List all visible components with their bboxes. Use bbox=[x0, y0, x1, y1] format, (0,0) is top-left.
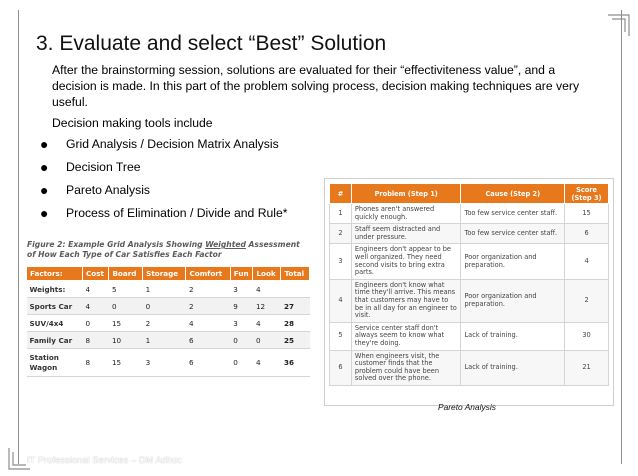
grid-cell: 2 bbox=[186, 281, 230, 298]
grid-cell: 6 bbox=[186, 349, 230, 377]
pareto-header-cell: Cause (Step 2) bbox=[461, 184, 565, 204]
pareto-num-cell: 4 bbox=[330, 279, 352, 322]
grid-total-cell: 36 bbox=[281, 349, 310, 377]
grid-row bbox=[27, 281, 310, 298]
grid-row-name: Family Car bbox=[27, 332, 83, 349]
grid-header-cell: Factors: bbox=[27, 267, 83, 281]
pareto-cause-cell: Poor organization and preparation. bbox=[461, 244, 565, 279]
bullet-icon: ● bbox=[40, 136, 49, 152]
grid-cell: 6 bbox=[186, 332, 230, 349]
grid-cell: 3 bbox=[143, 349, 186, 377]
caption-part: Figure 2: Example Grid Analysis Showing bbox=[27, 240, 206, 249]
grid-row-name: SUV/4x4 bbox=[27, 315, 83, 332]
grid-cell: 3 bbox=[230, 281, 253, 298]
bullet-text: Pareto Analysis bbox=[66, 183, 151, 197]
pareto-table bbox=[329, 183, 609, 386]
pareto-problem-cell: Engineers don't appear to be well organized. They need second visits to bring extra parts. bbox=[351, 244, 461, 279]
bullet-item bbox=[40, 136, 330, 159]
bullet-text: Grid Analysis / Decision Matrix Analysis bbox=[66, 137, 279, 151]
grid-row bbox=[27, 349, 310, 377]
grid-cell: 12 bbox=[253, 298, 281, 315]
pareto-problem-cell: Service center staff don't always seem to know what they're doing. bbox=[351, 322, 461, 350]
caption-underlined: Weighted bbox=[205, 240, 246, 249]
grid-header-cell: Total bbox=[281, 267, 310, 281]
grid-cell: 4 bbox=[253, 315, 281, 332]
grid-cell: 0 bbox=[143, 298, 186, 315]
pareto-row bbox=[330, 244, 609, 279]
grid-cell: 4 bbox=[83, 298, 109, 315]
grid-cell: 10 bbox=[109, 332, 143, 349]
grid-total-cell: 27 bbox=[281, 298, 310, 315]
grid-total-cell bbox=[281, 281, 310, 298]
pareto-num-cell: 6 bbox=[330, 350, 352, 385]
grid-cell: 5 bbox=[109, 281, 143, 298]
pareto-cause-cell: Too few service center staff. bbox=[461, 204, 565, 224]
grid-cell: 2 bbox=[143, 315, 186, 332]
grid-cell: 8 bbox=[83, 332, 109, 349]
grid-header-cell: Comfort bbox=[186, 267, 230, 281]
bullet-text: Process of Elimination / Divide and Rule* bbox=[66, 206, 288, 220]
pareto-score-cell: 21 bbox=[565, 350, 609, 385]
tools-bullet-list bbox=[40, 136, 330, 228]
grid-row bbox=[27, 315, 310, 332]
grid-cell: 4 bbox=[83, 281, 109, 298]
pareto-header-cell: # bbox=[330, 184, 352, 204]
pareto-row bbox=[330, 204, 609, 224]
pareto-num-cell: 3 bbox=[330, 244, 352, 279]
bullet-icon: ● bbox=[40, 159, 49, 175]
grid-cell: 4 bbox=[253, 349, 281, 377]
pareto-score-cell: 6 bbox=[565, 224, 609, 244]
bullet-item bbox=[40, 159, 330, 182]
grid-row-name: Weights: bbox=[27, 281, 83, 298]
pareto-num-cell: 1 bbox=[330, 204, 352, 224]
grid-cell: 2 bbox=[186, 298, 230, 315]
pareto-score-cell: 30 bbox=[565, 322, 609, 350]
pareto-table-figure bbox=[324, 178, 614, 406]
bullet-icon: ● bbox=[40, 182, 49, 198]
grid-cell: 0 bbox=[253, 332, 281, 349]
grid-cell: 0 bbox=[230, 349, 253, 377]
grid-cell: 3 bbox=[230, 315, 253, 332]
tools-heading: Decision making tools include bbox=[52, 116, 213, 130]
grid-cell: 4 bbox=[253, 281, 281, 298]
pareto-score-cell: 2 bbox=[565, 279, 609, 322]
grid-cell: 1 bbox=[143, 281, 186, 298]
pareto-num-cell: 5 bbox=[330, 322, 352, 350]
pareto-problem-cell: Phones aren't answered quickly enough. bbox=[351, 204, 461, 224]
pareto-header-cell: Problem (Step 1) bbox=[351, 184, 461, 204]
slide-title: 3. Evaluate and select “Best” Solution bbox=[36, 32, 387, 55]
grid-cell: 0 bbox=[230, 332, 253, 349]
grid-cell: 1 bbox=[143, 332, 186, 349]
pareto-problem-cell: Engineers don't know what time they'll arrive. This means that customers may have to be in all day for an engineer to visit. bbox=[351, 279, 461, 322]
pareto-header-cell: Score (Step 3) bbox=[565, 184, 609, 204]
caption-part: Assessment of How Each Type of Car Satisfies Each Factor bbox=[27, 240, 300, 259]
grid-header-cell: Look bbox=[253, 267, 281, 281]
grid-cell: 8 bbox=[83, 349, 109, 377]
pareto-cause-cell: Lack of training. bbox=[461, 322, 565, 350]
pareto-row bbox=[330, 322, 609, 350]
grid-header-cell: Board bbox=[109, 267, 143, 281]
grid-row-name: Sports Car bbox=[27, 298, 83, 315]
grid-header-cell: Storage bbox=[143, 267, 186, 281]
grid-row-name: Station Wagon bbox=[27, 349, 83, 377]
corner-bracket-top-right bbox=[608, 14, 630, 36]
intro-paragraph: After the brainstorming session, solutions are evaluated for their “effectiviteness value”, and a decision is made. In this part of the problem solving process, decision making techniques are very useful. bbox=[52, 63, 580, 109]
pareto-score-cell: 15 bbox=[565, 204, 609, 224]
pareto-score-cell: 4 bbox=[565, 244, 609, 279]
grid-row bbox=[27, 332, 310, 349]
pareto-row bbox=[330, 224, 609, 244]
pareto-problem-cell: Staff seem distracted and under pressure. bbox=[351, 224, 461, 244]
grid-row bbox=[27, 298, 310, 315]
grid-header-cell: Cost bbox=[83, 267, 109, 281]
grid-cell: 15 bbox=[109, 315, 143, 332]
grid-total-cell: 25 bbox=[281, 332, 310, 349]
grid-analysis-table bbox=[26, 266, 310, 377]
grid-analysis-caption bbox=[26, 240, 310, 266]
grid-total-cell: 28 bbox=[281, 315, 310, 332]
pareto-cause-cell: Lack of training. bbox=[461, 350, 565, 385]
grid-analysis-figure bbox=[26, 240, 310, 377]
grid-cell: 15 bbox=[109, 349, 143, 377]
grid-cell: 4 bbox=[186, 315, 230, 332]
pareto-row bbox=[330, 279, 609, 322]
pareto-num-cell: 2 bbox=[330, 224, 352, 244]
grid-cell: 0 bbox=[83, 315, 109, 332]
pareto-row bbox=[330, 350, 609, 385]
grid-header-cell: Fun bbox=[230, 267, 253, 281]
grid-header-row bbox=[27, 267, 310, 281]
pareto-cause-cell: Poor organization and preparation. bbox=[461, 279, 565, 322]
pareto-analysis-label: Pareto Analysis bbox=[438, 402, 496, 412]
pareto-problem-cell: When engineers visit, the customer finds that the problem could have been solved over the phone. bbox=[351, 350, 461, 385]
grid-cell: 0 bbox=[109, 298, 143, 315]
footer-text: IT Professional Services – DM Adhoc bbox=[27, 455, 182, 465]
bullet-text: Decision Tree bbox=[66, 160, 141, 174]
bullet-icon: ● bbox=[40, 205, 49, 221]
bullet-item bbox=[40, 182, 330, 205]
grid-cell: 9 bbox=[230, 298, 253, 315]
pareto-header-row bbox=[330, 184, 609, 204]
pareto-cause-cell: Too few service center staff. bbox=[461, 224, 565, 244]
bullet-item bbox=[40, 205, 330, 228]
